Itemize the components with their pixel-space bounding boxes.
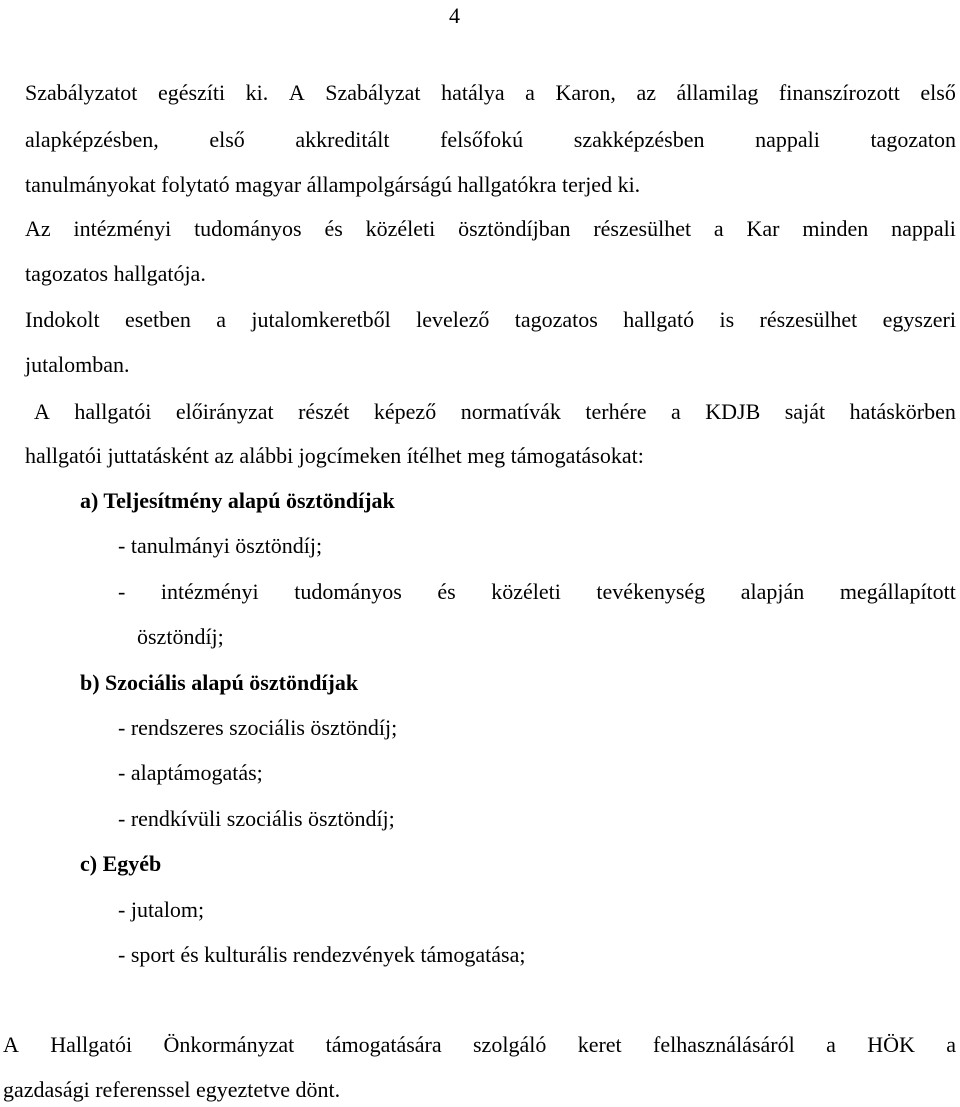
word: szakképzésben	[573, 127, 705, 152]
word: és	[324, 216, 343, 241]
word: közéleti	[491, 579, 561, 604]
word: Szabályzatot	[25, 80, 138, 105]
word: Kar	[746, 216, 780, 241]
word: a	[826, 1032, 836, 1057]
list-item: - jutalom;	[118, 897, 205, 922]
word: Hallgatói	[50, 1032, 133, 1057]
word: nappali	[755, 127, 820, 152]
word: intézményi	[160, 579, 259, 604]
word: jutalomkeretből	[251, 307, 391, 332]
word: az	[636, 80, 656, 105]
word: hallgató	[623, 307, 695, 332]
word: első	[209, 127, 245, 152]
word: -	[118, 579, 126, 604]
word: felhasználásáról	[653, 1032, 795, 1057]
word: keret	[577, 1032, 622, 1057]
word: tudományos	[294, 579, 402, 604]
word: részesülhet	[759, 307, 858, 332]
word: Indokolt	[25, 307, 100, 332]
word: tagozatos	[514, 307, 598, 332]
word: támogatására	[325, 1032, 442, 1057]
paragraph-line: gazdasági referenssel egyeztetve dönt.	[3, 1077, 341, 1102]
list-item: - sport és kulturális rendezvények támogatása;	[118, 942, 526, 967]
paragraph-line	[25, 216, 956, 242]
word: is	[719, 307, 735, 332]
word: A	[288, 80, 305, 105]
word: Karon,	[555, 80, 616, 105]
word: tagozaton	[870, 127, 956, 152]
word: felsőfokú	[440, 127, 524, 152]
word: hatálya	[441, 80, 505, 105]
word: normatívák	[460, 399, 561, 424]
word: terhére	[585, 399, 647, 424]
word: a	[670, 399, 681, 424]
word: ösztöndíjban	[458, 216, 571, 241]
word: HÖK	[867, 1032, 915, 1057]
word: Az	[25, 216, 51, 241]
word: Önkormányzat	[163, 1032, 295, 1057]
paragraph-line: tagozatos hallgatója.	[25, 261, 206, 286]
list-item: - rendszeres szociális ösztöndíj;	[118, 715, 398, 740]
word: közéleti	[365, 216, 436, 241]
paragraph-line: hallgatói juttatásként az alábbi jogcímeken ítélhet meg támogatásokat:	[25, 443, 644, 468]
word: részesülhet	[593, 216, 692, 241]
word: alapképzésben,	[25, 127, 159, 152]
word: A	[3, 1032, 19, 1057]
word: levelező	[416, 307, 490, 332]
word: hallgatói	[74, 399, 152, 424]
section-a-heading: a) Teljesítmény alapú ösztöndíjak	[80, 488, 395, 513]
word: intézményi	[73, 216, 172, 241]
paragraph-line: tanulmányokat folytató magyar állampolgárságú hallgatókra terjed ki.	[25, 172, 641, 197]
word: Szabályzat	[325, 80, 421, 105]
word: szolgáló	[473, 1032, 547, 1057]
word: hatáskörben	[849, 399, 956, 424]
word: A	[34, 399, 50, 424]
word: saját	[784, 399, 826, 424]
word: előirányzat	[175, 399, 274, 424]
paragraph-line	[25, 80, 956, 106]
word: a	[525, 80, 535, 105]
word: és	[437, 579, 456, 604]
word: képező	[373, 399, 437, 424]
word: a	[713, 216, 724, 241]
list-item: - tanulmányi ösztöndíj;	[118, 533, 323, 558]
page-number: 4	[449, 3, 460, 28]
word: egyszeri	[882, 307, 956, 332]
word: tevékenység	[596, 579, 706, 604]
word: egészíti	[157, 80, 226, 105]
list-item-continuation: ösztöndíj;	[137, 624, 224, 649]
word: esetben	[124, 307, 191, 332]
word: megállapított	[839, 579, 956, 604]
word: részét	[298, 399, 350, 424]
word: első	[920, 80, 956, 105]
word: alapján	[740, 579, 805, 604]
paragraph-line	[25, 307, 956, 333]
paragraph-line	[25, 127, 956, 153]
word: akkreditált	[295, 127, 390, 152]
word: a	[946, 1032, 956, 1057]
word: tudományos	[194, 216, 302, 241]
paragraph-line: jutalomban.	[25, 352, 130, 377]
list-item	[118, 579, 956, 605]
section-b-heading: b) Szociális alapú ösztöndíjak	[80, 670, 359, 695]
word: ki.	[245, 80, 269, 105]
word: államilag	[676, 80, 759, 105]
word: minden	[802, 216, 869, 241]
section-c-heading: c) Egyéb	[80, 851, 162, 876]
paragraph-line	[3, 1032, 956, 1058]
word: KDJB	[705, 399, 761, 424]
word: finanszírozott	[778, 80, 900, 105]
list-item: - rendkívüli szociális ösztöndíj;	[118, 806, 395, 831]
paragraph-line	[34, 399, 956, 425]
list-item: - alaptámogatás;	[118, 760, 263, 785]
word: a	[216, 307, 227, 332]
word: nappali	[891, 216, 956, 241]
